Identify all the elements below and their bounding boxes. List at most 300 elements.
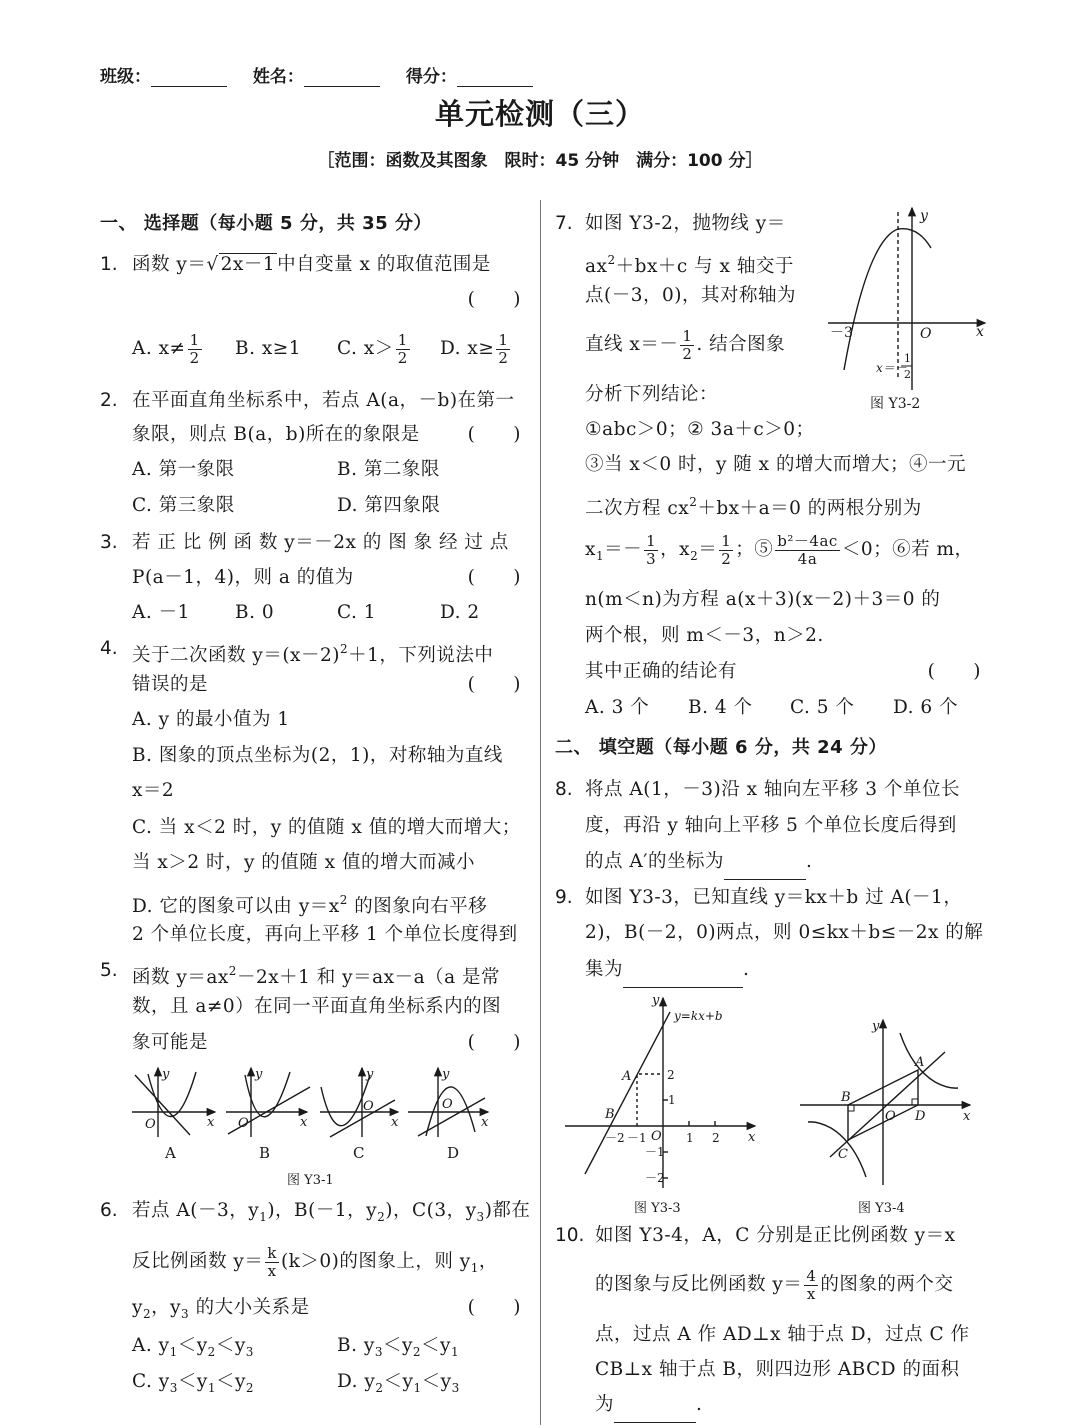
score-label: 得分： bbox=[405, 67, 457, 87]
text-run: 若 正 比 例 函 数 y＝－2x 的 图 象 经 过 点 bbox=[132, 532, 509, 553]
answer-options bbox=[585, 690, 985, 726]
text-run: ＋bx＋c 与 x 轴交于 bbox=[615, 256, 794, 277]
figure-stroke bbox=[321, 1075, 370, 1126]
text-run: 一、 选择题（每小题 5 分，共 35 分） bbox=[100, 213, 432, 234]
aos-denominator: 2 bbox=[904, 368, 911, 381]
text-run: A. x≠ bbox=[132, 338, 186, 359]
answer-option[interactable] bbox=[132, 1364, 254, 1406]
figure-label: O bbox=[651, 1129, 662, 1144]
figure-stroke bbox=[900, 1033, 958, 1088]
fraction-denominator: 4a bbox=[797, 549, 818, 568]
text-run: 其中正确的结论有 bbox=[585, 661, 738, 682]
figure-label: B bbox=[605, 1107, 615, 1122]
answer-parentheses[interactable]: ( ) bbox=[927, 661, 981, 682]
aos-label: x＝－ bbox=[876, 361, 907, 375]
fraction-denominator: x bbox=[267, 1261, 277, 1280]
text-run: . 结合图象 bbox=[696, 334, 786, 355]
subscript: 3 bbox=[169, 1381, 178, 1395]
root-label: －3 bbox=[830, 325, 853, 341]
section-heading bbox=[555, 730, 985, 766]
figure-stroke bbox=[808, 1122, 866, 1177]
question-number: 2. bbox=[100, 390, 118, 411]
text-run: A. 第一象限 bbox=[132, 459, 235, 480]
text-run: ，x bbox=[660, 539, 691, 560]
graph-option-c bbox=[320, 1067, 399, 1162]
fraction bbox=[396, 332, 410, 367]
text-run: ＝ bbox=[698, 539, 718, 560]
question-line bbox=[132, 1025, 525, 1061]
fraction-denominator: 2 bbox=[189, 348, 200, 367]
text-run: 如图 Y3-2，抛物线 y＝ bbox=[585, 213, 786, 234]
question-line bbox=[132, 810, 525, 846]
text-run: C. 第三象限 bbox=[132, 495, 235, 516]
text-run: CB⊥x 轴于点 B，则四边形 ABCD 的面积 bbox=[595, 1359, 960, 1380]
text-run: 两个根，则 m＜－3，n＞2. bbox=[585, 625, 824, 646]
question-line bbox=[585, 582, 985, 618]
fraction bbox=[496, 332, 510, 367]
text-run: －2x＋1 和 y＝ax－a（a 是常 bbox=[236, 967, 501, 988]
question-line bbox=[585, 880, 985, 916]
text-run: D. x≥ bbox=[440, 338, 495, 359]
answer-option[interactable] bbox=[688, 690, 753, 726]
question-line bbox=[585, 808, 985, 844]
question-line bbox=[595, 1267, 985, 1303]
question-number: 1. bbox=[100, 254, 118, 275]
subscript: 2 bbox=[412, 1345, 422, 1359]
question-line bbox=[585, 412, 985, 448]
subscript: 3 bbox=[374, 1345, 383, 1359]
text-run: 的图象向右平移 bbox=[347, 896, 488, 917]
answer-parentheses[interactable]: ( ) bbox=[467, 289, 521, 310]
figure-label: －1 bbox=[645, 1145, 665, 1159]
question-line bbox=[595, 1387, 985, 1423]
text-run: ③当 x＜0 时，y 随 x 的增大而增大；④一元 bbox=[585, 454, 966, 475]
text-run: . bbox=[696, 1394, 703, 1415]
fraction bbox=[719, 533, 733, 568]
figure-label: －1 bbox=[627, 1131, 647, 1145]
text-run: ，y bbox=[151, 1297, 182, 1318]
text-run: )，B(－1，y bbox=[267, 1200, 378, 1221]
answer-options bbox=[132, 452, 525, 488]
fraction-denominator: 2 bbox=[498, 348, 509, 367]
question-line bbox=[132, 247, 525, 283]
text-run: 2 个单位长度，再向上平移 1 个单位长度得到 bbox=[132, 924, 518, 945]
class-field[interactable] bbox=[151, 68, 227, 87]
figure-stroke bbox=[330, 1100, 395, 1137]
figure-stroke bbox=[426, 1087, 475, 1136]
figure-label: O bbox=[885, 1109, 896, 1124]
question-line bbox=[132, 667, 525, 703]
text-run: B. y bbox=[337, 1335, 375, 1356]
answer-options bbox=[132, 331, 525, 367]
text-run: C. 1 bbox=[337, 602, 377, 623]
answer-option[interactable] bbox=[337, 488, 440, 524]
figure-label: y=kx+b bbox=[674, 1009, 723, 1023]
text-run: B. 0 bbox=[235, 602, 275, 623]
figure-label: y bbox=[872, 1019, 880, 1034]
aos-numerator: 1 bbox=[904, 352, 911, 365]
question-line bbox=[585, 618, 985, 654]
figure-stroke bbox=[228, 1087, 310, 1134]
text-run: . bbox=[743, 959, 750, 980]
question-line bbox=[132, 417, 525, 453]
superscript: 2 bbox=[228, 964, 237, 978]
question-line bbox=[132, 953, 525, 989]
text-run: 当 x＞2 时，y 的值随 x 值的增大而减小 bbox=[132, 852, 475, 873]
answer-option[interactable] bbox=[132, 595, 190, 631]
text-run: 在平面直角坐标系中，若点 A(a，－b)在第一 bbox=[132, 390, 515, 411]
text-run: ＋1，下列说法中 bbox=[348, 645, 494, 666]
figure-stroke bbox=[637, 1074, 663, 1126]
option-label: B bbox=[259, 1144, 271, 1162]
text-run: 若点 A(－3，y bbox=[132, 1200, 260, 1221]
answer-blank[interactable] bbox=[623, 965, 743, 988]
graph-option-a bbox=[132, 1067, 215, 1162]
text-run: (k＞0)的图象上，则 y bbox=[280, 1251, 471, 1272]
question-number: 5. bbox=[100, 960, 118, 981]
answer-option[interactable] bbox=[235, 595, 274, 631]
question-line bbox=[132, 773, 525, 809]
question-line bbox=[132, 1244, 525, 1280]
text-run: C. 5 个 bbox=[790, 697, 855, 718]
figure-label: C bbox=[838, 1147, 848, 1162]
figure-stroke bbox=[830, 1052, 945, 1157]
question-line bbox=[585, 242, 985, 278]
line-kx-b bbox=[585, 1012, 670, 1174]
text-run: ＜y bbox=[177, 1371, 208, 1392]
text-run: ＜y bbox=[421, 1371, 452, 1392]
subscript: 1 bbox=[470, 1261, 479, 1275]
fraction-denominator: 3 bbox=[646, 549, 657, 568]
fraction bbox=[265, 1245, 279, 1280]
answer-option[interactable] bbox=[337, 331, 412, 367]
question-number: 6. bbox=[100, 1200, 118, 1221]
text-run: 的图象的两个交 bbox=[820, 1274, 954, 1295]
text-run: B. 图象的顶点坐标为(2，1)，对称轴为直线 bbox=[132, 745, 503, 766]
subscript: 3 bbox=[245, 1345, 254, 1359]
fraction bbox=[804, 1268, 818, 1303]
question-line bbox=[585, 377, 985, 413]
text-run: 集为 bbox=[585, 959, 624, 980]
subscript: 2 bbox=[377, 1210, 386, 1224]
answer-options bbox=[132, 488, 525, 524]
text-run: ①abc＞0；② 3a＋c＞0； bbox=[585, 419, 815, 440]
text-run: 中自变量 x 的取值范围是 bbox=[277, 254, 491, 275]
text-run: n(m＜n)为方程 a(x＋3)(x－2)＋3＝0 的 bbox=[585, 589, 941, 610]
text-run: 函数 y＝ax bbox=[132, 967, 229, 988]
subscript: 1 bbox=[413, 1381, 422, 1395]
question-line bbox=[585, 484, 985, 520]
text-run: ＜y bbox=[215, 1371, 246, 1392]
question-line bbox=[132, 702, 525, 738]
figure-label: x bbox=[300, 1115, 308, 1130]
student-info-header bbox=[100, 62, 553, 87]
question-line bbox=[132, 738, 525, 774]
answer-option[interactable] bbox=[337, 452, 440, 488]
graph-option-d bbox=[408, 1067, 489, 1162]
text-run: ＜y bbox=[177, 1335, 208, 1356]
score-field[interactable] bbox=[457, 68, 533, 87]
fraction-denominator: x bbox=[806, 1284, 816, 1303]
figure-stroke bbox=[848, 1070, 918, 1140]
answer-parentheses[interactable]: ( ) bbox=[467, 1297, 521, 1318]
text-run: )，C(3，y bbox=[385, 1200, 477, 1221]
figure-label: D bbox=[915, 1109, 926, 1124]
answer-parentheses[interactable]: ( ) bbox=[467, 1032, 521, 1053]
answer-option[interactable] bbox=[132, 452, 235, 488]
origin-label: O bbox=[920, 326, 932, 342]
question-line bbox=[585, 327, 985, 363]
text-run: x＝2 bbox=[132, 780, 175, 801]
figure-label: y bbox=[366, 1067, 374, 1082]
fraction-numerator: 4 bbox=[806, 1266, 817, 1285]
figure-stroke bbox=[912, 1099, 918, 1105]
subscript: 1 bbox=[259, 1210, 268, 1224]
text-run: )都在 bbox=[484, 1200, 531, 1221]
question-line bbox=[132, 1193, 531, 1229]
figure-label: x bbox=[963, 1109, 971, 1124]
figure-label: O bbox=[442, 1097, 453, 1112]
fraction-denominator: 2 bbox=[682, 344, 693, 363]
option-label: A bbox=[165, 1144, 176, 1162]
question-line bbox=[132, 631, 525, 667]
answer-parentheses[interactable]: ( ) bbox=[467, 424, 521, 445]
name-field[interactable] bbox=[304, 68, 380, 87]
text-run: ax bbox=[585, 256, 608, 277]
text-run: 为 bbox=[595, 1394, 615, 1415]
question-line bbox=[132, 845, 525, 881]
graph-option-b bbox=[226, 1067, 310, 1162]
text-run: 关于二次函数 y＝(x－2) bbox=[132, 645, 340, 666]
text-run: ＜y bbox=[215, 1335, 246, 1356]
question-line bbox=[595, 1352, 985, 1388]
answer-option[interactable] bbox=[337, 1364, 460, 1406]
fraction bbox=[644, 533, 658, 568]
square-root bbox=[206, 253, 277, 275]
answer-blank[interactable] bbox=[724, 857, 806, 880]
fraction bbox=[680, 328, 694, 363]
text-run: D. 2 bbox=[440, 602, 480, 623]
question-number: 8. bbox=[555, 779, 573, 800]
subscript: 3 bbox=[451, 1381, 460, 1395]
class-label: 班级： bbox=[100, 67, 151, 87]
text-run: ＜y bbox=[421, 1335, 451, 1356]
fraction-numerator: 1 bbox=[721, 531, 732, 550]
figure-y3-4 bbox=[800, 1019, 971, 1216]
text-run: 直线 x＝－ bbox=[585, 334, 679, 355]
subscript: 2 bbox=[245, 1381, 255, 1395]
text-run: ＋bx＋a＝0 的两根分别为 bbox=[697, 498, 922, 519]
figure-label: x bbox=[207, 1115, 215, 1130]
subscript: 1 bbox=[207, 1381, 216, 1395]
figure-label: －2 bbox=[645, 1171, 665, 1185]
fraction-numerator: 1 bbox=[397, 330, 408, 349]
figure-label: 2 bbox=[667, 1068, 675, 1082]
figure-label: A bbox=[915, 1055, 925, 1070]
answer-blank[interactable] bbox=[614, 1400, 696, 1423]
text-run: D. 第四象限 bbox=[337, 495, 441, 516]
answer-option[interactable] bbox=[440, 595, 480, 631]
answer-options bbox=[132, 1328, 525, 1364]
superscript: 2 bbox=[339, 893, 348, 907]
text-run: A. －1 bbox=[132, 602, 190, 623]
figure-caption: 图 Y3-3 bbox=[634, 1201, 681, 1216]
fraction-denominator: 2 bbox=[397, 348, 408, 367]
subscript: 3 bbox=[181, 1307, 190, 1321]
figure-label: y bbox=[255, 1067, 263, 1082]
question-number: 3. bbox=[100, 532, 118, 553]
subscript: 2 bbox=[375, 1381, 384, 1395]
text-run: C. x＞ bbox=[337, 338, 394, 359]
text-run: 数，且 a≠0）在同一平面直角坐标系内的图 bbox=[132, 996, 502, 1017]
question-line bbox=[132, 560, 525, 596]
text-run: 将点 A(1，－3)沿 x 轴向左平移 3 个单位长 bbox=[585, 779, 960, 800]
figure-label: O bbox=[238, 1116, 249, 1131]
text-run: 象可能是 bbox=[132, 1032, 209, 1053]
text-run: ， bbox=[478, 1251, 498, 1272]
question-line bbox=[585, 915, 985, 951]
text-run: ；⑤ bbox=[735, 539, 774, 560]
text-run: 点，过点 A 作 AD⊥x 轴于点 D，过点 C 作 bbox=[595, 1324, 970, 1345]
text-run: 度，再沿 y 轴向上平移 5 个单位长度后得到 bbox=[585, 815, 957, 836]
superscript: 2 bbox=[607, 253, 616, 267]
text-run: ＜y bbox=[383, 1371, 414, 1392]
figure-label: x bbox=[391, 1115, 399, 1130]
text-run: 错误的是 bbox=[132, 674, 209, 695]
exam-scope: ［范围：函数及其图象 限时：45 分钟 满分：100 分］ bbox=[317, 151, 763, 171]
question-line bbox=[585, 654, 985, 690]
answer-option[interactable] bbox=[132, 488, 235, 524]
answer-parentheses[interactable]: ( ) bbox=[467, 674, 521, 695]
text-run: 的图象与反比例函数 y＝ bbox=[595, 1274, 803, 1295]
figure-stroke bbox=[245, 1072, 290, 1117]
section-heading bbox=[100, 206, 525, 242]
fraction-numerator: 1 bbox=[646, 531, 657, 550]
question-line bbox=[585, 206, 985, 242]
x-axis-label: x bbox=[976, 324, 984, 340]
column-divider bbox=[540, 200, 541, 1425]
question-number: 7. bbox=[555, 213, 573, 234]
fraction-numerator: 1 bbox=[498, 330, 509, 349]
radical-sign: √ bbox=[206, 254, 219, 275]
text-run: 象限，则点 B(a，b)所在的象限是 bbox=[132, 424, 420, 445]
question-number: 9. bbox=[555, 887, 573, 908]
fraction bbox=[188, 332, 202, 367]
figure-caption: 图 Y3-1 bbox=[287, 1173, 334, 1188]
text-run: C. y bbox=[132, 1371, 170, 1392]
answer-option[interactable] bbox=[235, 331, 301, 367]
figure-label: 1 bbox=[686, 1131, 694, 1145]
subscript: 2 bbox=[207, 1345, 216, 1359]
text-run: 2)，B(－2，0)两点，则 0≤kx＋b≤－2x 的解 bbox=[585, 922, 984, 943]
text-run: 的点 A′的坐标为 bbox=[585, 851, 724, 872]
question-line bbox=[585, 772, 985, 808]
question-number: 10. bbox=[555, 1225, 585, 1246]
question-line bbox=[585, 532, 985, 568]
figure-label: 1 bbox=[668, 1093, 676, 1107]
radicand: 2x－1 bbox=[220, 254, 276, 275]
answer-options bbox=[132, 1364, 525, 1400]
answer-option[interactable] bbox=[337, 595, 376, 631]
figure-caption: 图 Y3-4 bbox=[858, 1201, 905, 1216]
figure-stroke bbox=[135, 1075, 190, 1135]
text-run: A. 3 个 bbox=[585, 697, 650, 718]
figure-label: O bbox=[363, 1099, 374, 1114]
figure-label: y bbox=[652, 993, 660, 1008]
figure-label: 2 bbox=[712, 1131, 720, 1145]
figure-label: O bbox=[145, 1117, 156, 1132]
question-line bbox=[595, 1218, 985, 1254]
question-line bbox=[595, 1317, 985, 1353]
subscript: 2 bbox=[690, 549, 699, 563]
figure-label: x bbox=[748, 1130, 756, 1145]
text-run: 点(－3，0)，其对称轴为 bbox=[585, 285, 796, 306]
question-line bbox=[585, 952, 985, 988]
question-line bbox=[585, 278, 985, 314]
question-line bbox=[132, 917, 525, 953]
text-run: P(a－1，4)，则 a 的值为 bbox=[132, 567, 354, 588]
text-run: 分析下列结论： bbox=[585, 384, 719, 405]
text-run: B. 4 个 bbox=[688, 697, 753, 718]
fraction-numerator: 1 bbox=[682, 326, 693, 345]
text-run: B. x≥1 bbox=[235, 338, 302, 359]
text-run: ＝－ bbox=[604, 539, 643, 560]
figure-label: B bbox=[841, 1090, 851, 1105]
subscript: 2 bbox=[142, 1307, 152, 1321]
text-run: C. 当 x＜2 时，y 的值随 x 值的增大而增大； bbox=[132, 817, 521, 838]
option-label: D bbox=[447, 1144, 460, 1162]
text-run: 二、 填空题（每小题 6 分，共 24 分） bbox=[555, 737, 887, 758]
answer-option[interactable] bbox=[893, 690, 958, 726]
question-line bbox=[132, 282, 525, 318]
text-run: A. y 的最小值为 1 bbox=[132, 709, 290, 730]
text-run: ＜y bbox=[382, 1335, 413, 1356]
superscript: 2 bbox=[689, 495, 698, 509]
figure-stroke bbox=[148, 1072, 196, 1117]
text-run: . bbox=[805, 851, 813, 872]
question-line bbox=[585, 447, 985, 483]
fraction-numerator: k bbox=[267, 1243, 277, 1262]
name-label: 姓名： bbox=[252, 67, 304, 87]
subscript: 1 bbox=[451, 1345, 460, 1359]
answer-parentheses[interactable]: ( ) bbox=[467, 567, 521, 588]
text-run: D. y bbox=[337, 1371, 376, 1392]
page-title: 单元检测（三） bbox=[434, 97, 645, 131]
question-line bbox=[585, 844, 985, 880]
figure-y3-1 bbox=[132, 1067, 489, 1188]
figure-stroke bbox=[418, 1098, 485, 1136]
answer-options bbox=[132, 595, 525, 631]
subscript: 1 bbox=[169, 1345, 178, 1359]
option-label: C bbox=[353, 1144, 365, 1162]
text-run: 的大小关系是 bbox=[189, 1297, 310, 1318]
question-line bbox=[132, 882, 525, 918]
answer-option[interactable] bbox=[585, 690, 649, 726]
text-run: x bbox=[585, 539, 596, 560]
answer-option[interactable] bbox=[132, 331, 204, 367]
answer-option[interactable] bbox=[440, 331, 512, 367]
subscript: 3 bbox=[476, 1210, 485, 1224]
fraction-denominator: 2 bbox=[721, 549, 732, 568]
fraction bbox=[775, 533, 840, 568]
figure-stroke bbox=[848, 1105, 854, 1111]
question-line bbox=[132, 1290, 525, 1326]
text-run: ＜0；⑥若 m， bbox=[841, 539, 974, 560]
question-line bbox=[132, 989, 525, 1025]
text-run: D. 它的图象可以由 y＝x bbox=[132, 896, 340, 917]
answer-option[interactable] bbox=[790, 690, 854, 726]
text-run: A. y bbox=[132, 1335, 170, 1356]
